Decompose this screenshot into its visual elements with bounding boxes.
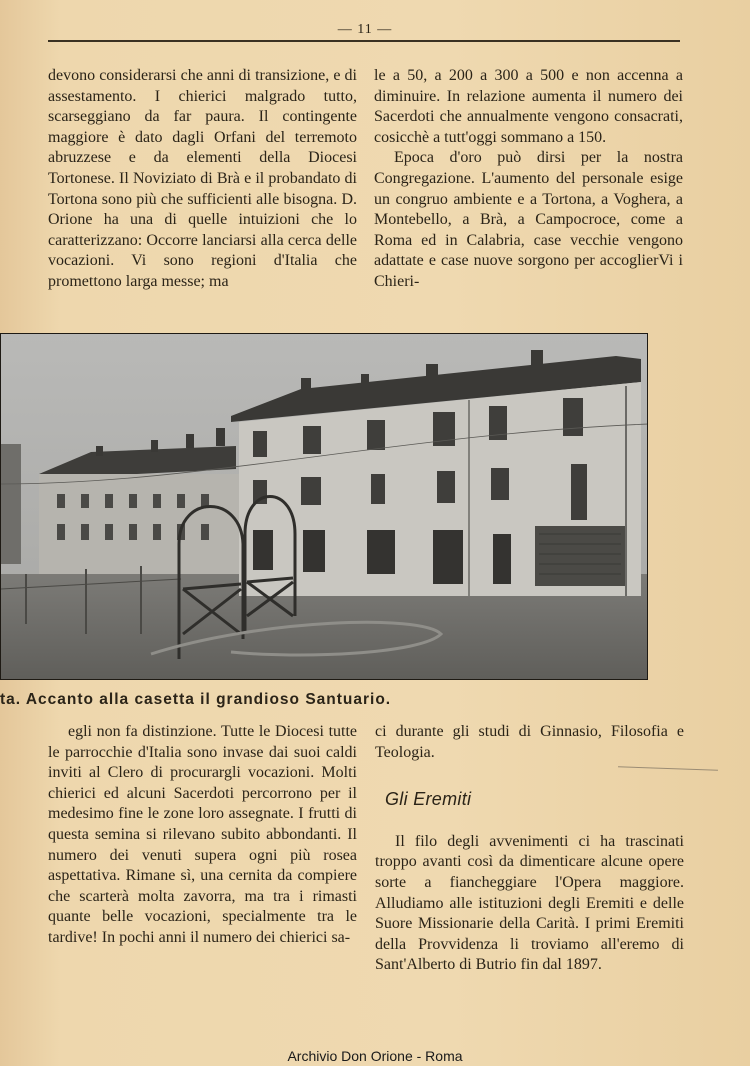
paragraph: Epoca d'oro può dirsi per la nostra Congregazione. L'aumento del personale esige un congruo ambiente e a Tortona, a Voghera, a Montebello, a Brà, a Campocroce, come a Roma ed in Calabria, case vecchie vengono adattate e case nuove sorgono per accoglierVi i Chieri- <box>374 149 683 290</box>
section-heading: Gli Eremiti <box>385 789 472 810</box>
header-rule <box>48 40 680 42</box>
text-column-top-right <box>374 66 683 293</box>
page-number: — 11 — <box>337 22 393 37</box>
paragraph: ci durante gli studi di Ginnasio, Filosofia e Teologia. <box>375 723 684 761</box>
paragraph: egli non fa distinzione. Tutte le Diocesi tutte le parrocchie d'Italia sono invase dai suoi caldi inviti al Clero di procurargli vocazioni. Molti chierici ed alcuni Sacerdoti percorrono per il medesimo fine le zone loro assegnate. I frutti di questa semina si rilevano subito abbondanti. Il numero dei venuti supera ogni più rosea aspettativa. Rimane sì, una cernita da compiere che scarterà molta zavorra, ma tra i rimasti quante belle vocazioni, specialmente tra le tardive! In pochi anni il numero dei chierici sa- <box>48 723 357 946</box>
photo-caption: ta. Accanto alla casetta il grandioso Santuario. <box>0 691 392 708</box>
text-column-top-left <box>48 66 357 293</box>
photograph-building <box>0 333 648 680</box>
archive-footer: Archivio Don Orione - Roma <box>287 1048 463 1064</box>
paragraph: devono considerarsi che anni di transizione, e di assestamento. I chierici malgrado tutto, scarseggiano da far paura. Il contingente maggiore è dato dagli Orfani del terremoto abruzzese e da elementi della Diocesi Tortonese. Il Noviziato di Brà e il probandato di Tortona sono più che sufficienti alle bisogna. D. Orione ha una di quelle intuizioni che lo caratterizzano: Occorre lanciarsi alla cerca delle vocazioni. Vi sono regioni d'Italia che promettono larga messe; ma <box>48 67 357 290</box>
paragraph: Il filo degli avvenimenti ci ha trascinati troppo avanti così da dimenticare alcune opere sorte a fiancheggiare l'Opera maggiore. Alludiamo alle istituzioni degli Eremiti e delle Suore Missionarie della Carità. I primi Eremiti della Provvidenza li troviamo all'eremo di Sant'Alberto di Butrio fin dal 1897. <box>375 832 684 974</box>
text-column-bottom-right <box>375 722 684 976</box>
paragraph: le a 50, a 200 a 300 a 500 e non accenna a diminuire. In relazione aumenta il numero dei Sacerdoti che annualmente vengono consacrati, cosicchè a tutt'oggi sommano a 150. <box>374 67 683 146</box>
photo-illustration <box>1 334 648 680</box>
text-column-bottom-left <box>48 722 357 949</box>
